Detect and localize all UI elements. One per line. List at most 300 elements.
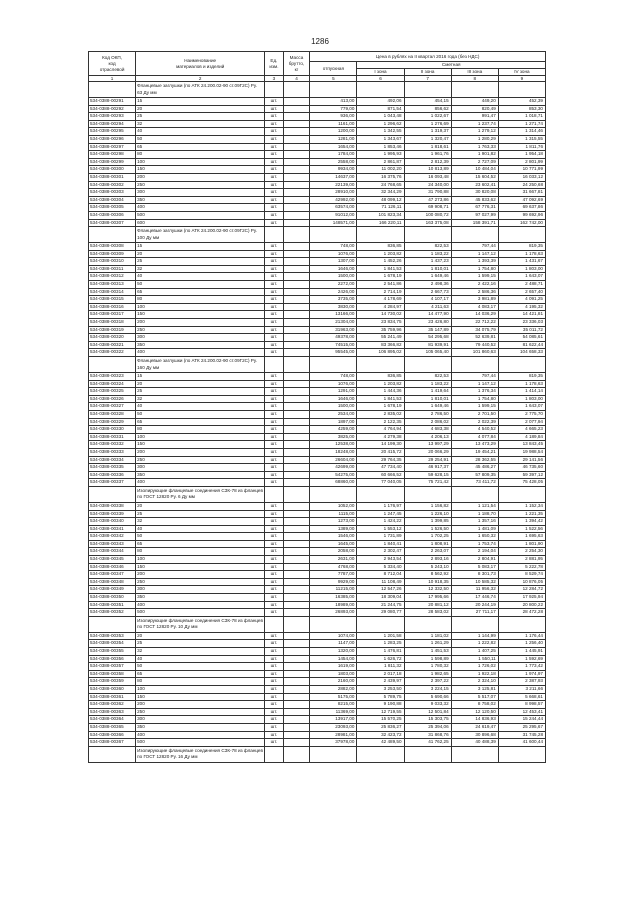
zone1-price: 14 199,30 [357, 441, 404, 449]
column-index: 3 [265, 76, 283, 82]
zone1-price: 42 489,50 [357, 739, 404, 747]
okp-code: 534-0388-00317 [89, 311, 136, 319]
section-code-empty [89, 746, 136, 762]
zone1-price: 1 296,62 [357, 120, 404, 128]
zone3-price: 2 022,39 [451, 418, 498, 426]
release-price: 1076,00 [310, 250, 357, 258]
okp-code: 534-0388-00296 [89, 135, 136, 143]
zone4-price: 1 592,69 [498, 655, 545, 663]
zone1-price: 23 834,75 [357, 319, 404, 327]
header-line: код [108, 60, 116, 66]
mass [283, 189, 310, 197]
release-price: 8215,00 [310, 701, 357, 709]
zone1-price: 166 220,11 [357, 219, 404, 227]
item-size: 250 [136, 708, 265, 716]
zone2-price: 1 818,61 [404, 143, 451, 151]
zone4-price: 31 745,28 [498, 731, 545, 739]
zone2-price: 47 273,86 [404, 196, 451, 204]
mass [283, 556, 310, 564]
release-price: 4259,00 [310, 426, 357, 434]
release-price: 1147,00 [310, 640, 357, 648]
zone1-price: 2 861,87 [357, 158, 404, 166]
okp-code: 534-0388-00356 [89, 655, 136, 663]
item-size: 15 [136, 373, 265, 381]
item-size: 250 [136, 456, 265, 464]
release-price: 28981,00 [310, 731, 357, 739]
unit: шт. [265, 540, 283, 548]
mass [283, 502, 310, 510]
zone2-price: 1 181,02 [404, 632, 451, 640]
okp-code: 534-0388-00347 [89, 571, 136, 579]
release-price: 5175,00 [310, 693, 357, 701]
release-price: 1654,00 [310, 143, 357, 151]
table-row [89, 128, 546, 136]
zone3-price: 1 222,82 [451, 640, 498, 648]
item-size: 200 [136, 173, 265, 181]
zone2-price: 1 276,69 [404, 120, 451, 128]
zone1-price: 4 284,97 [357, 303, 404, 311]
zone3-price: 101 860,63 [451, 349, 498, 357]
okp-code: 534-0388-00319 [89, 326, 136, 334]
unit: шт. [265, 723, 283, 731]
zone4-price: 1 695,63 [498, 533, 545, 541]
zone1-price: 83 366,82 [357, 341, 404, 349]
release-price: 11369,00 [310, 708, 357, 716]
zone3-price: 34 075,79 [451, 326, 498, 334]
zone1-price: 2 122,35 [357, 418, 404, 426]
section-row [89, 746, 546, 762]
section-empty-cell [404, 357, 451, 373]
mass [283, 281, 310, 289]
zone3-price: 1 376,34 [451, 388, 498, 396]
item-size: 65 [136, 670, 265, 678]
zone3-price: 1 121,54 [451, 502, 498, 510]
zone2-price: 2 667,73 [404, 288, 451, 296]
section-code-empty [89, 82, 136, 98]
release-price: 1645,00 [310, 540, 357, 548]
release-price: 23093,00 [310, 723, 357, 731]
section-empty-cell [283, 82, 310, 98]
table-row [89, 426, 546, 434]
release-price: 63574,00 [310, 204, 357, 212]
zone4-price: 19 988,54 [498, 448, 545, 456]
zone4-price: 81 622,44 [498, 341, 545, 349]
zone1-price: 60 666,52 [357, 471, 404, 479]
header-line: брутто, [288, 60, 305, 66]
section-empty-cell [451, 227, 498, 243]
table-row [89, 418, 546, 426]
zone2-price: 2 786,50 [404, 410, 451, 418]
release-price: 42992,00 [310, 196, 357, 204]
zone1-price: 871,54 [357, 105, 404, 113]
mass [283, 648, 310, 656]
release-price: 16385,00 [310, 594, 357, 602]
okp-code: 534-0388-00327 [89, 403, 136, 411]
section-empty-cell [283, 227, 310, 243]
section-row [89, 227, 546, 243]
zone1-price: 101 823,34 [357, 211, 404, 219]
item-size: 100 [136, 158, 265, 166]
item-size: 200 [136, 319, 265, 327]
zone2-price: 1 702,25 [404, 533, 451, 541]
item-size: 350 [136, 594, 265, 602]
zone4-price: 819,35 [498, 373, 545, 381]
okp-code: 534-0388-00337 [89, 479, 136, 487]
zone1-price: 2 302,47 [357, 548, 404, 556]
zone3-price: 1 279,12 [451, 128, 498, 136]
zone3-price: 97 027,99 [451, 211, 498, 219]
item-size: 80 [136, 151, 265, 159]
section-row [89, 486, 546, 502]
table-row [89, 273, 546, 281]
unit: шт. [265, 441, 283, 449]
okp-code: 534-0388-00343 [89, 540, 136, 548]
zone3-price: 73 411,72 [451, 479, 498, 487]
release-price: 2534,00 [310, 410, 357, 418]
zone2-price: 5 690,66 [404, 693, 451, 701]
unit: шт. [265, 708, 283, 716]
item-size: 20 [136, 502, 265, 510]
item-size: 200 [136, 701, 265, 709]
section-empty-cell [451, 616, 498, 632]
item-size: 500 [136, 211, 265, 219]
table-row [89, 113, 546, 121]
unit: шт. [265, 281, 283, 289]
zone3-price: 45 833,62 [451, 196, 498, 204]
section-empty-cell [310, 616, 357, 632]
okp-code: 534-0388-00295 [89, 128, 136, 136]
zone4-price: 1 811,76 [498, 143, 545, 151]
item-size: 350 [136, 723, 265, 731]
okp-code: 534-0388-00338 [89, 502, 136, 510]
item-size: 65 [136, 418, 265, 426]
zone1-price: 71 126,11 [357, 204, 404, 212]
okp-code: 534-0388-00339 [89, 510, 136, 518]
zone3-price: 2 422,16 [451, 281, 498, 289]
okp-code: 534-0388-00336 [89, 471, 136, 479]
mass [283, 571, 310, 579]
release-price: 31963,00 [310, 326, 357, 334]
release-price: 28910,00 [310, 189, 357, 197]
zone1-price: 1 840,41 [357, 540, 404, 548]
section-title: Фланцевые заглушки (по АТК 24.200.02-90 ст.09Г2С) Ру. 160 Ду мм [136, 357, 265, 373]
section-empty-cell [404, 746, 451, 762]
table-row [89, 502, 546, 510]
table-row [89, 173, 546, 181]
unit: шт. [265, 426, 283, 434]
header-estimated-price: Сметная [357, 62, 546, 69]
zone3-price: 3 125,81 [451, 685, 498, 693]
zone1-price: 4 178,69 [357, 296, 404, 304]
item-size: 40 [136, 128, 265, 136]
mass [283, 166, 310, 174]
item-size: 100 [136, 303, 265, 311]
item-size: 200 [136, 571, 265, 579]
release-price: 26604,00 [310, 456, 357, 464]
release-price: 1076,00 [310, 380, 357, 388]
release-price: 68860,00 [310, 479, 357, 487]
table-row [89, 211, 546, 219]
zone1-price: 492,06 [357, 98, 404, 106]
unit: шт. [265, 319, 283, 327]
release-price: 18989,00 [310, 601, 357, 609]
item-size: 50 [136, 135, 265, 143]
release-price: 1074,00 [310, 632, 357, 640]
mass [283, 716, 310, 724]
zone2-price: 1 183,22 [404, 250, 451, 258]
zone3-price: 2 194,04 [451, 548, 498, 556]
release-price: 42699,00 [310, 464, 357, 472]
item-size: 40 [136, 403, 265, 411]
table-row [89, 525, 546, 533]
okp-code: 534-0388-00342 [89, 533, 136, 541]
unit: шт. [265, 211, 283, 219]
unit: шт. [265, 594, 283, 602]
zone4-price: 59 397,12 [498, 471, 545, 479]
mass [283, 143, 310, 151]
zone3-price: 1 753,74 [451, 540, 498, 548]
unit: шт. [265, 250, 283, 258]
zone1-price: 1 841,53 [357, 395, 404, 403]
table-row [89, 189, 546, 197]
okp-code: 534-0388-00333 [89, 448, 136, 456]
zone4-price: 1 271,74 [498, 120, 545, 128]
zone2-price: 1 022,67 [404, 113, 451, 121]
okp-code: 534-0388-00320 [89, 334, 136, 342]
column-index: 4 [283, 76, 310, 82]
section-empty-cell [283, 486, 310, 502]
okp-code: 534-0388-00318 [89, 319, 136, 327]
release-price: 2160,00 [310, 678, 357, 686]
header-zone-4: IV зона [498, 69, 545, 76]
unit: шт. [265, 410, 283, 418]
release-price: 1803,00 [310, 670, 357, 678]
zone3-price: 2 727,09 [451, 158, 498, 166]
zone2-price: 856,62 [404, 105, 451, 113]
mass [283, 663, 310, 671]
okp-code: 534-0388-00314 [89, 288, 136, 296]
zone4-price: 8 529,74 [498, 571, 545, 579]
zone3-price: 4 540,52 [451, 426, 498, 434]
okp-code: 534-0388-00346 [89, 563, 136, 571]
unit: шт. [265, 731, 283, 739]
item-size: 20 [136, 105, 265, 113]
header-line: Ед. [270, 57, 278, 63]
table-row [89, 410, 546, 418]
release-price: 1546,00 [310, 533, 357, 541]
okp-code: 534-0388-00355 [89, 648, 136, 656]
unit: шт. [265, 311, 283, 319]
item-size: 50 [136, 410, 265, 418]
section-empty-cell [498, 227, 545, 243]
item-size: 100 [136, 685, 265, 693]
mass [283, 609, 310, 617]
okp-code: 534-0388-00315 [89, 296, 136, 304]
release-price: 748,00 [310, 243, 357, 251]
section-empty-cell [265, 357, 283, 373]
zone4-price: 1 643,07 [498, 273, 545, 281]
unit: шт. [265, 173, 283, 181]
okp-code: 534-0388-00335 [89, 464, 136, 472]
okp-code: 534-0388-00294 [89, 120, 136, 128]
zone1-price: 2 439,97 [357, 678, 404, 686]
zone1-price: 106 895,02 [357, 349, 404, 357]
zone1-price: 1 043,48 [357, 113, 404, 121]
item-size: 20 [136, 380, 265, 388]
release-price: 936,00 [310, 113, 357, 121]
unit: шт. [265, 395, 283, 403]
section-code-empty [89, 227, 136, 243]
zone2-price: 17 995,66 [404, 594, 451, 602]
release-price: 22139,00 [310, 181, 357, 189]
mass [283, 426, 310, 434]
zone2-price: 8 562,92 [404, 571, 451, 579]
zone1-price: 18 309,04 [357, 594, 404, 602]
mass [283, 113, 310, 121]
zone4-price: 4 665,23 [498, 426, 545, 434]
zone4-price: 1 803,00 [498, 265, 545, 273]
okp-code: 534-0388-00328 [89, 410, 136, 418]
zone2-price: 822,53 [404, 373, 451, 381]
release-price: 14637,00 [310, 173, 357, 181]
mass [283, 578, 310, 586]
zone3-price: 1 599,15 [451, 273, 498, 281]
zone1-price: 14 730,02 [357, 311, 404, 319]
zone4-price: 3 211,66 [498, 685, 545, 693]
table-row [89, 388, 546, 396]
zone3-price: 40 488,39 [451, 739, 498, 747]
table-row [89, 151, 546, 159]
zone2-price: 454,15 [404, 98, 451, 106]
mass [283, 173, 310, 181]
zone2-price: 1 810,01 [404, 395, 451, 403]
zone4-price: 17 925,94 [498, 594, 545, 602]
zone3-price: 1 407,25 [451, 648, 498, 656]
zone4-price: 75 428,05 [498, 479, 545, 487]
mass [283, 563, 310, 571]
item-size: 80 [136, 296, 265, 304]
table-row [89, 219, 546, 227]
section-empty-cell [357, 616, 404, 632]
item-size: 32 [136, 395, 265, 403]
okp-code: 534-0388-00292 [89, 105, 136, 113]
mass [283, 418, 310, 426]
zone4-price: 819,35 [498, 243, 545, 251]
zone2-price: 1 419,64 [404, 388, 451, 396]
table-row [89, 540, 546, 548]
zone4-price: 1 256,40 [498, 640, 545, 648]
unit: шт. [265, 510, 283, 518]
mass [283, 258, 310, 266]
mass [283, 456, 310, 464]
zone1-price: 3 253,50 [357, 685, 404, 693]
zone2-price: 46 917,37 [404, 464, 451, 472]
item-size: 32 [136, 265, 265, 273]
section-code-empty [89, 357, 136, 373]
table-row [89, 380, 546, 388]
zone2-price: 4 107,17 [404, 296, 451, 304]
release-price: 11215,00 [310, 586, 357, 594]
mass [283, 640, 310, 648]
unit: шт. [265, 563, 283, 571]
item-size: 250 [136, 326, 265, 334]
item-size: 25 [136, 640, 265, 648]
unit: шт. [265, 418, 283, 426]
item-size: 350 [136, 471, 265, 479]
release-price: 54275,00 [310, 471, 357, 479]
zone4-price: 2 881,95 [498, 556, 545, 564]
release-price: 1500,00 [310, 403, 357, 411]
section-row [89, 82, 546, 98]
section-empty-cell [451, 486, 498, 502]
zone4-price: 54 085,61 [498, 334, 545, 342]
release-price: 1161,00 [310, 120, 357, 128]
unit: шт. [265, 196, 283, 204]
release-price: 91012,00 [310, 211, 357, 219]
unit: шт. [265, 288, 283, 296]
section-empty-cell [265, 82, 283, 98]
item-size: 50 [136, 533, 265, 541]
table-row [89, 556, 546, 564]
unit: шт. [265, 685, 283, 693]
okp-code: 534-0388-00301 [89, 173, 136, 181]
zone2-price: 23 426,80 [404, 319, 451, 327]
mass [283, 181, 310, 189]
mass [283, 303, 310, 311]
zone4-price: 12 284,72 [498, 586, 545, 594]
table-row [89, 281, 546, 289]
mass [283, 678, 310, 686]
header-release-price: отпускная [310, 62, 357, 76]
zone3-price: 11 956,32 [451, 586, 498, 594]
section-empty-cell [498, 616, 545, 632]
okp-code: 534-0388-00308 [89, 243, 136, 251]
zone4-price: 69 637,86 [498, 204, 545, 212]
table-row [89, 303, 546, 311]
header-zone-3: III зона [451, 69, 498, 76]
table-row [89, 533, 546, 541]
release-price: 413,00 [310, 98, 357, 106]
release-price: 1052,00 [310, 502, 357, 510]
zone2-price: 16 093,48 [404, 173, 451, 181]
section-title: Изолирующие фланцевые соединения СЗК-78 из фланцев по ГОСТ 12820 Ру. 10 Ду мм [136, 616, 265, 632]
unit: шт. [265, 243, 283, 251]
okp-code: 534-0388-00357 [89, 663, 136, 671]
zone3-price: 52 639,81 [451, 334, 498, 342]
okp-code: 534-0388-00330 [89, 426, 136, 434]
zone2-price: 1 649,46 [404, 403, 451, 411]
item-size: 350 [136, 196, 265, 204]
table-row [89, 181, 546, 189]
zone3-price: 5 517,07 [451, 693, 498, 701]
table-row [89, 601, 546, 609]
zone1-price: 8 712,04 [357, 571, 404, 579]
zone3-price: 2 804,91 [451, 556, 498, 564]
okp-code: 534-0388-00329 [89, 418, 136, 426]
release-price: 2558,00 [310, 158, 357, 166]
zone4-price: 25 295,67 [498, 723, 545, 731]
table-row [89, 158, 546, 166]
zone4-price: 1 152,34 [498, 502, 545, 510]
release-price: 3830,00 [310, 303, 357, 311]
section-empty-cell [265, 227, 283, 243]
unit: шт. [265, 578, 283, 586]
section-empty-cell [310, 82, 357, 98]
zone3-price: 5 083,17 [451, 563, 498, 571]
zone3-price: 1 280,29 [451, 135, 498, 143]
mass [283, 296, 310, 304]
zone4-price: 24 250,68 [498, 181, 545, 189]
